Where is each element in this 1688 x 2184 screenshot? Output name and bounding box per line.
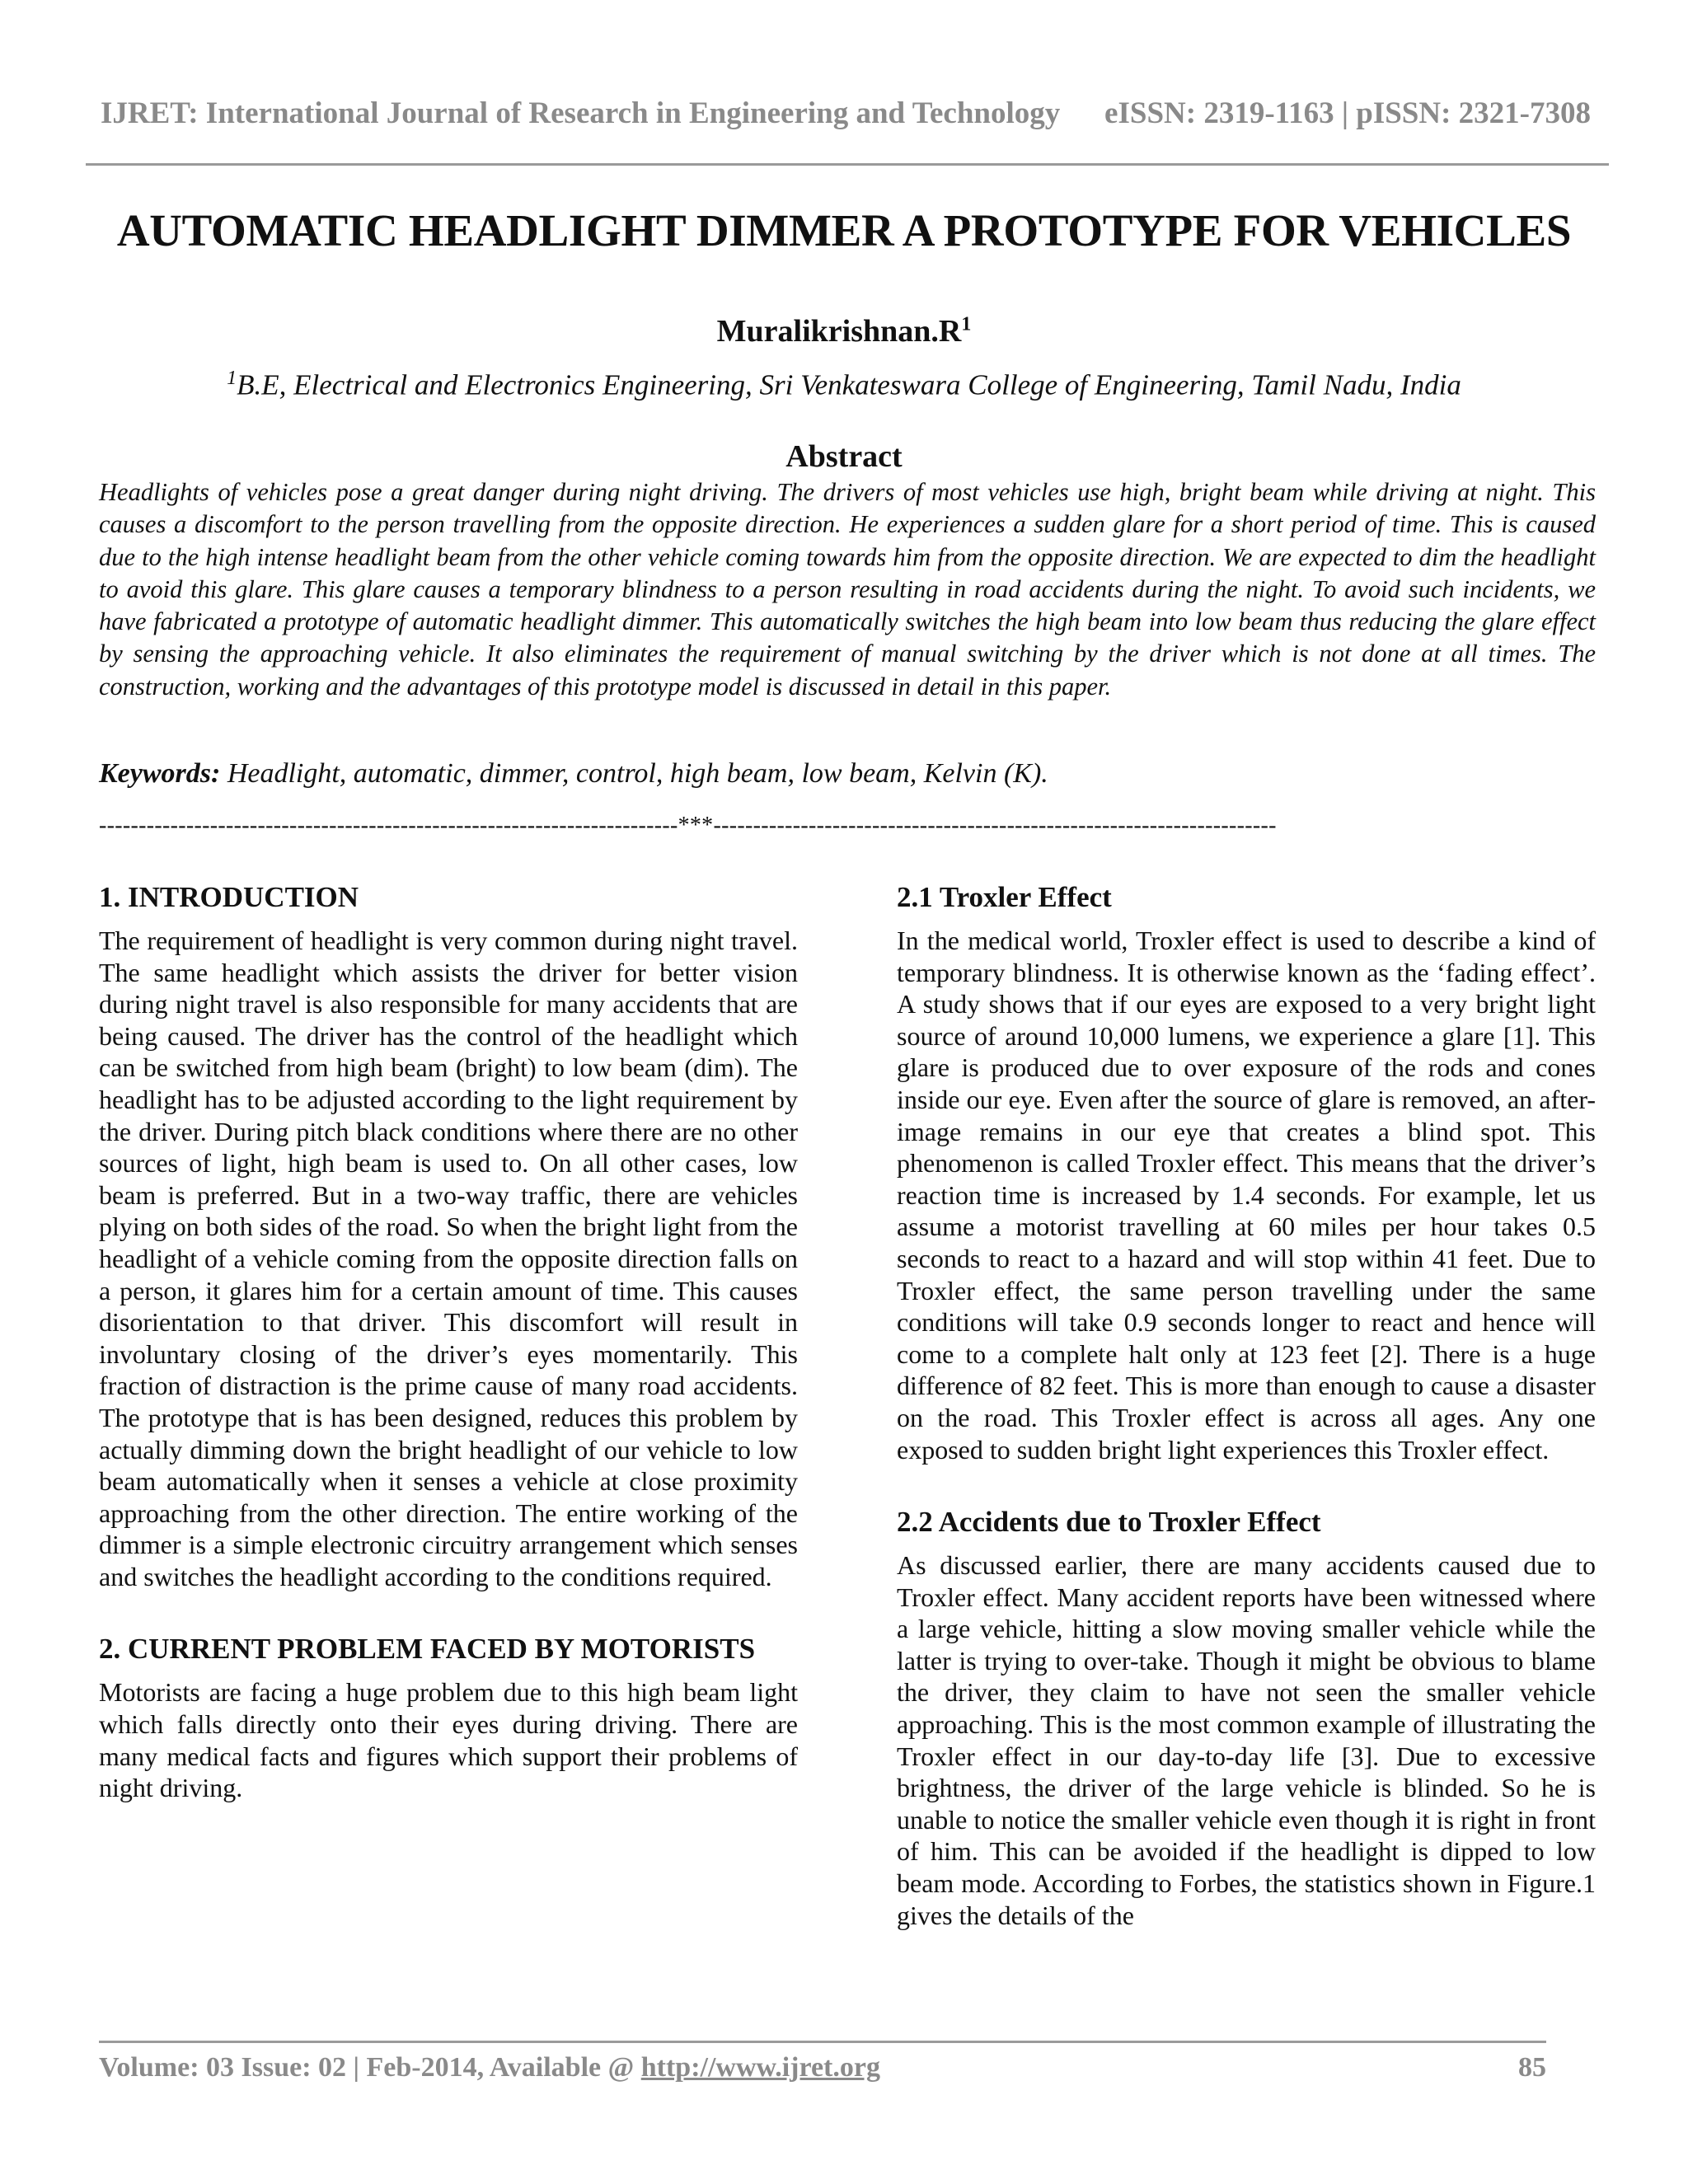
troxler-text: In the medical world, Troxler effect is used to describe a kind of temporary blindness. It is otherwise known as the ‘fading effect’. A study shows that if our eyes are exposed to a very bright light source of around 10,000 lumens, we experience a glare [1]. This glare is produced due to over exposure of the rods and cones inside our eye. Even after the source of glare is removed, an after-image remains in our eye that creates a blind spot. This phenomenon is called Troxler effect. This means that the driver’s reaction time is increased by 1.4 seconds. For example, let us assume a motorist travelling at 60 miles per hour takes 0.5 seconds to react to a hazard and will stop within 41 feet. Due to Troxler effect, the same person travelling under the same conditions will take 0.9 seconds longer to react and hence will come to a complete halt only at 123 feet [2]. There is a huge difference of 82 feet. This is more than enough to cause a disaster on the road. This Troxler effect is across all ages. Any one exposed to sudden bright light experiences this Troxler effect.: [897, 926, 1596, 1465]
running-footer: [99, 2052, 1546, 2093]
header-rule: [86, 163, 1609, 166]
intro-text: The requirement of headlight is very common during night travel. The same headlight which assists the driver for better vision during night travel is also responsible for many accidents that are being caused. The driver has the control of the headlight which can be switched from high beam (bright) to low beam (dim). The headlight has to be adjusted according to the light requirement by the driver. During pitch black conditions where there are no other sources of light, high beam is used to. On all other cases, low beam is preferred. But in a two-way traffic, there are vehicles plying on both sides of the road. So when the bright light from the headlight of a vehicle coming from the opposite direction falls on a person, it glares him for a certain amount of time. This causes disorientation to that driver. This discomfort will result in involuntary closing of the driver’s eyes momentarily. This fraction of distraction is the prime cause of many road accidents. The prototype that is has been designed, reduces this problem by actually dimming down the bright headlight of our vehicle to low beam automatically when it senses a vehicle at close proximity approaching from the other direction. The entire working of the dimmer is a simple electronic circuitry arrangement which senses and switches the headlight according to the conditions required.: [99, 926, 798, 1591]
footer-rule: [99, 2041, 1546, 2043]
running-header: [86, 96, 1602, 145]
problem-text: Motorists are facing a huge problem due to this high beam light which falls directly onto their eyes during driving. There are many medical facts and figures which support their problems of night driving.: [99, 1677, 798, 1803]
keywords: [99, 758, 1596, 790]
section-separator: -------------------------------------------------------------------------***-----------------------------------------------------------------------: [99, 813, 1277, 838]
troxler-heading: 2.1 Troxler Effect: [897, 881, 1112, 913]
abstract-text: Headlights of vehicles pose a great danger during night driving. The drivers of most vehicles use high, bright beam while driving at night. This causes a discomfort to the person travelling from the opposite direction. He experiences a sudden glare for a short period of time. This is caused due to the high intense headlight beam from the other vehicle coming towards him from the opposite direction. We are expected to dim the headlight to avoid this glare. This glare causes a temporary blindness to a person resulting in road accidents during the night. To avoid such incidents, we have fabricated a prototype of automatic headlight dimmer. This automatically switches the high beam into low beam thus reducing the glare effect by sensing the approaching vehicle. It also eliminates the requirement of manual switching by the driver which is not done at all times. The construction, working and the advantages of this prototype model is discussed in detail in this paper.: [99, 478, 1596, 701]
problem-heading: 2. CURRENT PROBLEM FACED BY MOTORISTS: [99, 1633, 756, 1666]
page-number: 85: [1518, 2052, 1546, 2083]
volume-text: Volume: 03 Issue: 02 | Feb-2014, Available @: [99, 2052, 641, 2083]
accidents-heading: 2.2 Accidents due to Troxler Effect: [897, 1506, 1321, 1539]
affiliation-text: B.E, Electrical and Electronics Engineering, Sri Venkateswara College of Engineering, Tamil Nadu, India: [237, 368, 1461, 401]
author-superscript: 1: [961, 313, 972, 335]
affiliation: [86, 368, 1602, 402]
affiliation-superscript: 1: [227, 368, 237, 389]
keywords-text: Headlight, automatic, dimmer, control, high beam, low beam, Kelvin (K).: [227, 758, 1048, 789]
right-column: [897, 879, 1596, 1931]
intro-heading: 1. INTRODUCTION: [99, 881, 359, 913]
left-column: [99, 879, 798, 1804]
accidents-text: As discussed earlier, there are many accidents caused due to Troxler effect. Many accident reports have been witnessed where a large vehicle, hitting a slow moving smaller vehicle while the latter is trying to over-take. Though it might be obvious to blame the driver, they claim to have not seen the smaller vehicle approaching. This is the most common example of illustrating the Troxler effect in our day-to-day life [3]. Due to excessive brightness, the driver of the large vehicle is blinded. So he is unable to notice the smaller vehicle even though it is right in front of him. This can be avoided if the headlight is dipped to low beam mode. According to Forbes, the statistics shown in Figure.1 gives the details of the: [897, 1550, 1596, 1930]
abstract-heading: Abstract: [785, 439, 903, 474]
volume-info: [99, 2052, 880, 2083]
journal-url-link[interactable]: http://www.ijret.org: [640, 2052, 880, 2083]
journal-name: IJRET: International Journal of Research in Engineering and Technology: [101, 96, 1061, 130]
keywords-label: Keywords:: [99, 758, 221, 789]
paper-title: AUTOMATIC HEADLIGHT DIMMER A PROTOTYPE FOR VEHICLES: [116, 205, 1572, 255]
issn-info: eISSN: 2319-1163 | pISSN: 2321-7308: [1104, 96, 1591, 130]
author-name: Muralikrishnan.R: [716, 314, 962, 349]
author: [86, 313, 1602, 349]
